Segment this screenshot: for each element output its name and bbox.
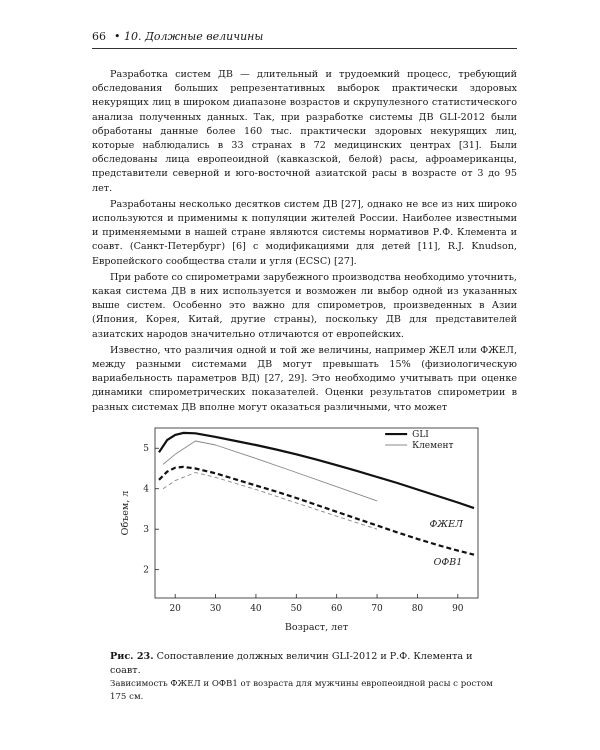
paragraph: Известно, что различия одной и той же величины, например ЖЕЛ или ФЖЕЛ, между разными системами ДВ могут превышать 15% (физиологическую вариабельность параметров ВД) [27, 29]. Это необходимо учитывать при оценке динамики спирометрических показателей. Оценки результатов спирометрии в разных системах ДВ вполне могут оказаться различными, что может (92, 344, 517, 413)
x-axis-label: Возраст, лет (284, 622, 349, 633)
y-tick-label: 2 (143, 565, 149, 576)
paragraph: При работе со спирометрами зарубежного производства необходимо уточнить, какая система ДВ в них используется и возможен ли выбор одной из указанных выше систем. Особенно это важно для спирометров, произведенных в Азии (Япония, Корея, Китай, другие страны), поскольку ДВ для представителей азиатских народов значительно отличаются от европейских. (92, 271, 517, 340)
legend-label-klement: Клемент (412, 441, 454, 451)
legend-label-gli: GLI (412, 430, 429, 441)
series-line (163, 473, 377, 530)
x-tick-label: 20 (169, 604, 181, 614)
body-text (92, 68, 517, 417)
x-tick-label: 50 (290, 604, 303, 614)
x-tick-label: 90 (452, 604, 464, 614)
caption-label: Рис. 23. (110, 651, 154, 662)
plot-frame (155, 428, 478, 598)
curve-label-fev1: ОФВ1 (433, 556, 463, 568)
caption-title: Сопоставление должных величин GLI-2012 и Р.Ф. Клемента и соавт. (110, 651, 473, 676)
y-tick-label: 5 (143, 444, 149, 455)
series-line (163, 441, 377, 501)
line-chart (100, 418, 500, 643)
figure-chart (100, 418, 500, 643)
x-tick-label: 60 (330, 604, 343, 614)
curve-label-fvc: ФЖЕЛ (429, 519, 463, 531)
y-axis-label: Объем, л (120, 490, 131, 536)
figure-caption (110, 650, 505, 704)
caption-subtitle: Зависимость ФЖЕЛ и ОФВ1 от возраста для мужчины европеоидной расы с ростом 175 см. (110, 679, 493, 702)
x-tick-label: 80 (411, 604, 424, 614)
y-tick-label: 3 (143, 525, 149, 536)
paragraph: Разработка систем ДВ — длительный и трудоемкий процесс, требующий обследования больших репрезентативных выборок практически здоровых некурящих лиц в широком диапазоне возрастов и скрупулезного статистического анализа полученных данных. Так, при разработке системы ДВ GLI-2012 были обработаны данные более 160 тыс. практически здоровых некурящих лиц, которые наблюдались в 33 странах в 72 медицинских центрах [31]. Были обследованы лица европеоидной (кавказской, белой) расы, афроамериканцы, представители северной и юго-восточной азиатской расы в возрасте от 3 до 95 лет. (92, 69, 517, 194)
paragraph: Разработаны несколько десятков систем ДВ [27], однако не все из них широко используются и применимы к популяции жителей России. Наиболее известными и применяемыми в нашей стране являются системы нормативов Р.Ф. Клемента и соавт. (Санкт-Петербург) [6] с модификациями для детей [11], R.J. Knudson, Европейского сообщества стали и угля (ECSC) [27]. (92, 198, 517, 267)
x-tick-label: 40 (250, 604, 262, 614)
x-tick-label: 30 (209, 604, 222, 614)
page-header (92, 30, 517, 49)
y-tick-label: 4 (143, 484, 149, 495)
x-tick-label: 70 (371, 604, 383, 614)
running-title: • 10. Должные величины (114, 30, 264, 43)
page-number: 66 (92, 30, 106, 43)
